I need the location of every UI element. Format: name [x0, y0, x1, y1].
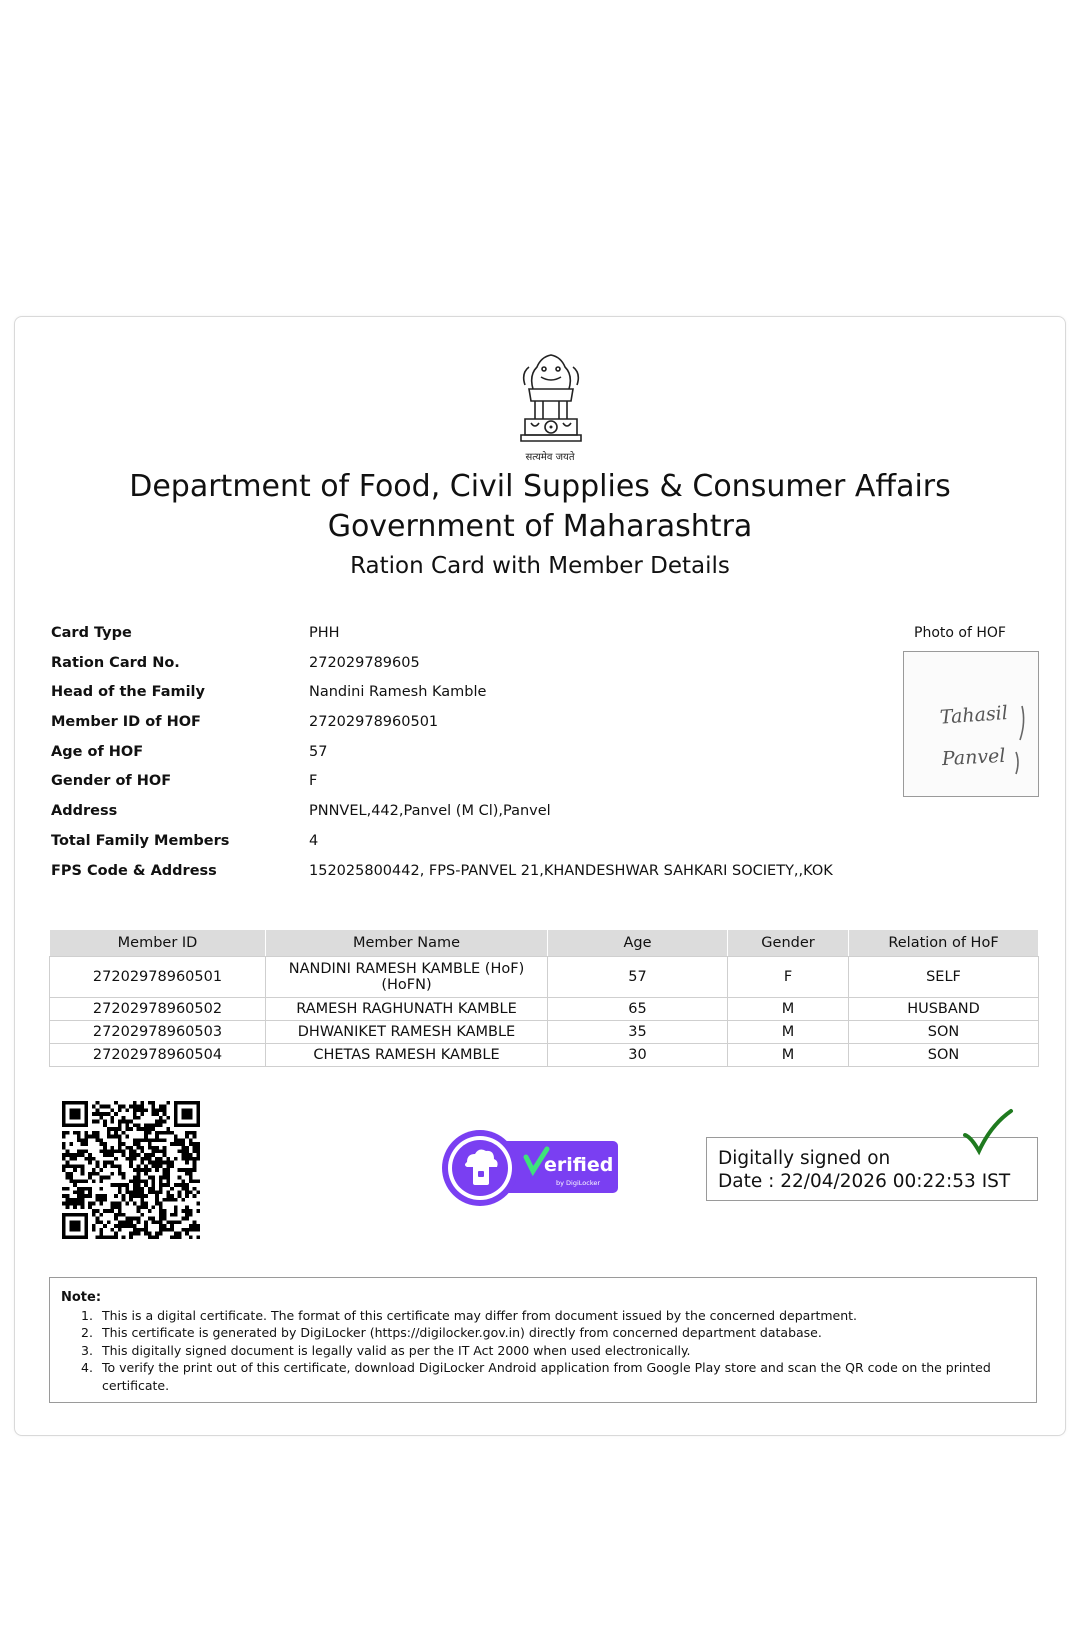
column-header-relation: Relation of HoF: [849, 930, 1039, 957]
column-header-member-name: Member Name: [266, 930, 548, 957]
cell-relation: HUSBAND: [849, 998, 1039, 1021]
cell-member-id: 27202978960501: [50, 957, 266, 998]
member-name-extra: (HoFN): [381, 977, 432, 993]
cell-relation: SELF: [849, 957, 1039, 998]
table-row: [50, 957, 1039, 998]
cell-age: 65: [548, 998, 728, 1021]
note-item: [61, 1359, 1021, 1394]
info-row-ration-card-no: [51, 655, 891, 685]
handwritten-stamp-image: [904, 652, 1038, 796]
cell-member-id: 27202978960503: [50, 1021, 266, 1044]
signature-date: Date : 22/04/2026 00:22:53 IST: [718, 1171, 1011, 1192]
note-number: 2.: [81, 1325, 93, 1341]
government-title: Government of Maharashtra: [327, 509, 753, 544]
cell-age: 57: [548, 957, 728, 998]
handwriting-line-2: Panvel: [941, 744, 1006, 771]
info-value: PHH: [309, 625, 340, 641]
cell-member-name: CHETAS RAMESH KAMBLE: [266, 1044, 548, 1067]
info-value: 272029789605: [309, 654, 420, 671]
cell-member-name: DHWANIKET RAMESH KAMBLE: [266, 1021, 548, 1044]
info-row-address: [51, 803, 891, 833]
notes-title: Note:: [61, 1290, 102, 1305]
cell-gender: M: [728, 1044, 849, 1067]
column-header-age: Age: [548, 930, 728, 957]
cell-age: 35: [548, 1021, 728, 1044]
photo-label: Photo of HOF: [914, 625, 1006, 641]
info-label: Total Family Members: [51, 832, 230, 849]
info-row-total-members: [51, 833, 891, 863]
info-value: F: [309, 773, 318, 790]
cell-relation: SON: [849, 1044, 1039, 1067]
note-item: [61, 1324, 1021, 1341]
info-row-age-hof: [51, 744, 891, 774]
signature-check-icon: [961, 1107, 1015, 1157]
note-number: 4.: [81, 1360, 93, 1376]
notes-list: [61, 1307, 1021, 1394]
notes-box: [49, 1277, 1037, 1403]
info-label: Gender of HOF: [51, 773, 172, 790]
info-label: Head of the Family: [51, 684, 205, 701]
cell-member-name: [266, 957, 548, 998]
table-row: [50, 1021, 1039, 1044]
info-value: 152025800442, FPS-PANVEL 21,KHANDESHWAR SAHKARI SOCIETY,,KOK: [309, 862, 833, 879]
info-label: Member ID of HOF: [51, 714, 201, 731]
note-text: To verify the print out of this certificate, download DigiLocker Android application from Google Play store and scan the QR code on the printed certificate.: [102, 1360, 991, 1393]
table-header-row: [50, 930, 1039, 957]
info-row-card-type: [51, 625, 891, 655]
verified-text: erified: [544, 1154, 614, 1176]
column-header-gender: Gender: [728, 930, 849, 957]
info-row-fps: [51, 863, 891, 893]
digilocker-verified-badge: [440, 1127, 622, 1209]
info-row-gender-hof: [51, 773, 891, 803]
info-label: Address: [51, 803, 118, 820]
info-value: Nandini Ramesh Kamble: [309, 684, 487, 701]
note-item: [61, 1307, 1021, 1324]
info-label: Card Type: [51, 625, 132, 641]
member-name-text: NANDINI RAMESH KAMBLE (HoF): [288, 961, 525, 977]
info-value: PNNVEL,442,Panvel (M Cl),Panvel: [309, 803, 551, 820]
cell-member-id: 27202978960502: [50, 998, 266, 1021]
lock-icon: [478, 1171, 484, 1177]
note-text: This certificate is generated by DigiLocker (https://digilocker.gov.in) directly from concerned department database.: [102, 1325, 822, 1341]
table-row: [50, 1044, 1039, 1067]
cell-member-name: RAMESH RAGHUNATH KAMBLE: [266, 998, 548, 1021]
info-value: 4: [309, 832, 319, 849]
cell-gender: M: [728, 1021, 849, 1044]
info-value: 57: [309, 743, 328, 760]
table-row: [50, 998, 1039, 1021]
note-number: 1.: [81, 1308, 93, 1323]
info-label: Age of HOF: [51, 743, 144, 760]
cell-relation: SON: [849, 1021, 1039, 1044]
qr-code-icon[interactable]: [62, 1101, 200, 1239]
cell-age: 30: [548, 1044, 728, 1067]
department-title: Department of Food, Civil Supplies & Consumer Affairs: [129, 469, 951, 504]
column-header-member-id: Member ID: [50, 930, 266, 957]
cell-gender: M: [728, 998, 849, 1021]
note-text: This digitally signed document is legally valid as per the IT Act 2000 when used electronically.: [102, 1342, 691, 1358]
national-emblem-icon: [511, 345, 591, 455]
emblem-motto: सत्यमेव जयते: [525, 452, 575, 463]
handwriting-line-1: Tahasil: [939, 701, 1009, 729]
cell-member-id: 27202978960504: [50, 1044, 266, 1067]
info-row-member-id-hof: [51, 714, 891, 744]
info-label: Ration Card No.: [51, 654, 180, 671]
card-info-section: [51, 625, 891, 892]
hof-photo: [903, 651, 1039, 797]
members-table: [49, 929, 1039, 1067]
note-text: This is a digital certificate. The format of this certificate may differ from document issued by the concerned department.: [102, 1308, 858, 1323]
verified-by-text: by DigiLocker: [556, 1179, 601, 1187]
info-label: FPS Code & Address: [51, 862, 217, 879]
document-subtitle: Ration Card with Member Details: [350, 553, 730, 579]
note-number: 3.: [81, 1342, 93, 1358]
cell-gender: F: [728, 957, 849, 998]
info-value: 27202978960501: [309, 714, 439, 731]
signature-line-1: Digitally signed on: [718, 1148, 891, 1169]
note-item: [61, 1342, 1021, 1359]
info-row-head-of-family: [51, 684, 891, 714]
ration-card-document: [14, 316, 1066, 1436]
